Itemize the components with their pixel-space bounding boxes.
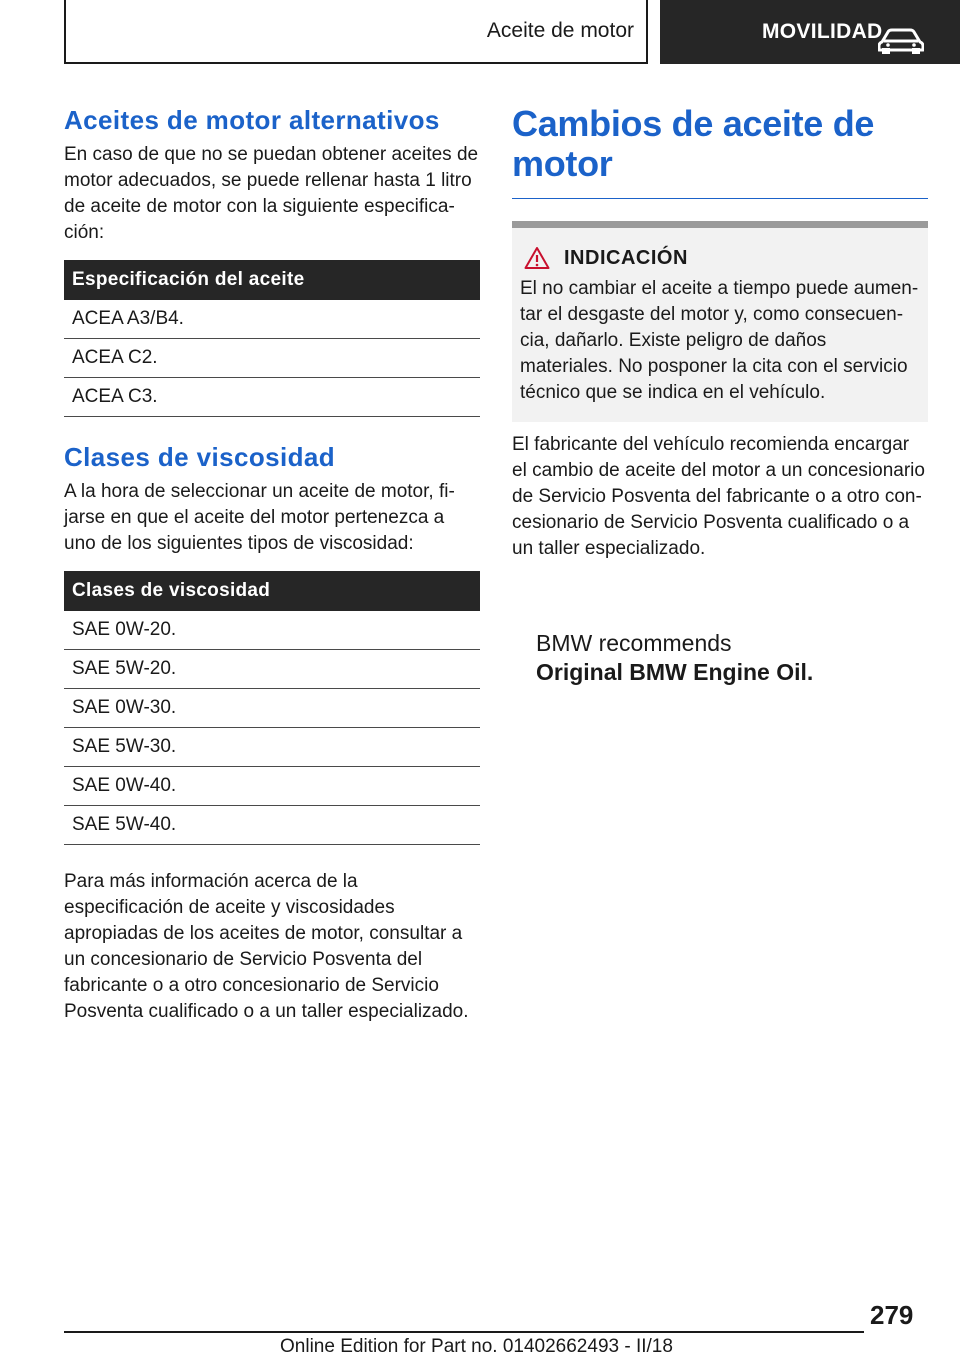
table-cell: ACEA C3. bbox=[64, 378, 480, 417]
recommend-line-1: BMW recommends bbox=[536, 630, 732, 656]
table-row bbox=[64, 767, 480, 806]
table-row bbox=[64, 339, 480, 378]
title-rule bbox=[512, 198, 928, 199]
page-number: 279 bbox=[870, 1300, 914, 1330]
oil-change-paragraph: El fabricante del vehículo recomienda encargar el cambio de aceite del motor a un concesionario de Servicio Posventa del fabricante o a otro concesionario de Servicio Posventa cualificado o a un taller especializado. bbox=[512, 434, 925, 559]
closing-paragraph: Para más información acerca de la especificación de aceite y viscosidades apropiadas de los aceites de motor, consultar a un concesionario de Servicio Posventa del fabricante o a otro concesionario de Servicio Posventa cualificado o a un taller especializado. bbox=[64, 871, 469, 1022]
table-cell: SAE 0W-40. bbox=[64, 767, 480, 806]
oil-spec-table bbox=[64, 260, 480, 417]
table-cell: SAE 5W-30. bbox=[64, 728, 480, 767]
table-cell: SAE 5W-40. bbox=[64, 806, 480, 845]
alternatives-paragraph: En caso de que no se puedan obtener aceites de motor adecuados, se puede rellenar hasta 1 litro de aceite de motor con la siguiente especificación: bbox=[64, 144, 479, 243]
table-row bbox=[64, 806, 480, 845]
recommend-line-2: Original BMW Engine Oil. bbox=[536, 659, 814, 685]
table-row bbox=[64, 300, 480, 339]
right-column bbox=[512, 104, 928, 562]
table-row bbox=[64, 728, 480, 767]
section-label: Aceite de motor bbox=[486, 19, 634, 42]
table-header: Clases de viscosidad bbox=[64, 571, 480, 611]
edition-text: Online Edition for Part no. 01402662493 - II/18 bbox=[280, 1336, 673, 1357]
table-row bbox=[64, 378, 480, 417]
warning-triangle-icon bbox=[524, 246, 550, 270]
chapter-label: MOVILIDAD bbox=[762, 20, 883, 43]
viscosity-table bbox=[64, 571, 480, 845]
table-cell: ACEA C2. bbox=[64, 339, 480, 378]
table-cell: ACEA A3/B4. bbox=[64, 300, 480, 339]
table-row bbox=[64, 611, 480, 650]
bmw-recommendation bbox=[536, 630, 813, 686]
table-cell: SAE 0W-20. bbox=[64, 611, 480, 650]
section-tab bbox=[64, 0, 648, 64]
section-title-viscosity: Clases de viscosidad bbox=[64, 442, 336, 472]
viscosity-paragraph: A la hora de seleccionar un aceite de motor, fijarse en que el aceite del motor pertenezca a uno de los siguientes tipos de viscosidad: bbox=[64, 481, 455, 554]
table-cell: SAE 5W-20. bbox=[64, 650, 480, 689]
table-header: Especificación del aceite bbox=[64, 260, 480, 300]
note-text: El no cambiar el aceite a tiempo puede aumentar el desgaste del motor y, como consecuencia, dañarlo. Existe peligro de daños materiales. No posponer la cita con el servicio técnico que se indica en el vehículo. bbox=[520, 278, 919, 403]
oil-change-title: Cambios de aceite de motor bbox=[512, 103, 875, 184]
left-column bbox=[64, 104, 480, 1025]
section-title-alternatives: Aceites de motor alternativos bbox=[64, 105, 440, 135]
table-row bbox=[64, 650, 480, 689]
table-cell: SAE 0W-30. bbox=[64, 689, 480, 728]
note-title: INDICACIÓN bbox=[564, 246, 688, 269]
warning-note bbox=[512, 221, 928, 422]
footer-rule bbox=[64, 1331, 864, 1333]
note-header bbox=[518, 246, 922, 270]
table-row bbox=[64, 689, 480, 728]
page-header bbox=[0, 0, 960, 66]
chapter-tab bbox=[660, 0, 960, 64]
car-icon bbox=[878, 28, 924, 54]
